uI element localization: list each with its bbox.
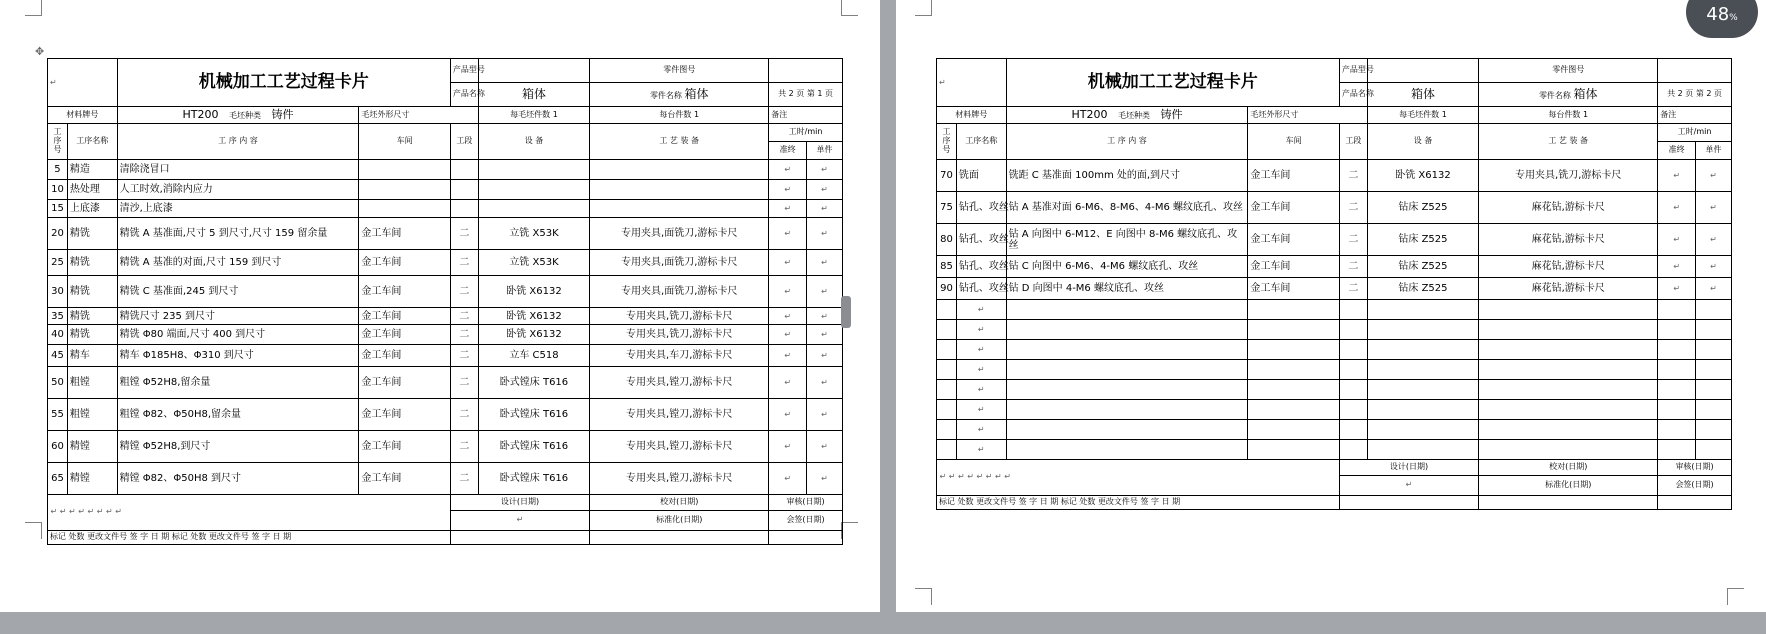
step-content[interactable]: 钻 C 向图中 6-M6、4-M6 螺纹底孔、攻丝 bbox=[1006, 256, 1248, 278]
table-row: 30 精铣 精铣 C 基准面,245 到尺寸 金工车间 二 卧铣 X6132 专用夹具,面铣刀,游标卡尺 ↵ ↵ bbox=[48, 276, 843, 308]
step-tooling: 专用夹具,铣刀,游标卡尺 bbox=[1479, 160, 1658, 192]
col-section: 工段 bbox=[1339, 124, 1367, 160]
empty-row: ↵ bbox=[937, 440, 1732, 460]
card-title: 机械加工工艺过程卡片 bbox=[117, 59, 450, 107]
material-label: 材料牌号 bbox=[48, 107, 118, 124]
zoom-unit: % bbox=[1729, 13, 1738, 23]
step-content[interactable]: 精车 Φ185H8、Φ310 到尺寸 bbox=[117, 345, 359, 367]
step-name: 钻孔、攻丝 bbox=[956, 224, 1006, 256]
step-workshop bbox=[359, 200, 451, 218]
col-content: 工 序 内 容 bbox=[1006, 124, 1248, 160]
step-section: 二 bbox=[450, 345, 478, 367]
step-workshop: 金工车间 bbox=[1248, 192, 1340, 224]
per-unit-label: 每台件数 bbox=[659, 109, 692, 119]
remarks-label: 备注 bbox=[769, 107, 843, 124]
step-name: 精车 bbox=[67, 345, 117, 367]
table-row: 25 精铣 精铣 A 基准的对面,尺寸 159 到尺寸 金工车间 二 立铣 X53K 专用夹具,面铣刀,游标卡尺 ↵ ↵ bbox=[48, 250, 843, 276]
step-section: 二 bbox=[1339, 278, 1367, 300]
step-equipment bbox=[478, 180, 589, 200]
step-tooling: 专用夹具,镗刀,游标卡尺 bbox=[590, 463, 769, 495]
col-prep: 准终 bbox=[1658, 142, 1696, 160]
step-equipment: 卧式镗床 T616 bbox=[478, 399, 589, 431]
sign-check: 校对(日期) bbox=[590, 495, 769, 511]
col-name: 工序名称 bbox=[67, 124, 117, 160]
product-model-label: 产品型号 bbox=[450, 59, 478, 83]
step-name: 精铣 bbox=[67, 308, 117, 325]
step-section: 二 bbox=[450, 399, 478, 431]
table-move-handle-icon[interactable]: ✥ bbox=[35, 45, 45, 58]
step-equipment: 钻床 Z525 bbox=[1367, 256, 1478, 278]
blank-type: 铸件 bbox=[271, 107, 294, 121]
table-row: 75 钻孔、攻丝 钻 A 基准对面 6-M6、8-M6、4-M6 螺纹底孔、攻丝 金工车间 二 钻床 Z525 麻花钻,游标卡尺 ↵ ↵ bbox=[937, 192, 1732, 224]
blank-size-label: 毛坯外形尺寸 bbox=[359, 107, 478, 124]
step-name: 钻孔、攻丝 bbox=[956, 278, 1006, 300]
step-content[interactable]: 精铣 A 基准面,尺寸 5 到尺寸,尺寸 159 留余量 bbox=[117, 218, 359, 250]
step-name: 粗镗 bbox=[67, 367, 117, 399]
step-no: 65 bbox=[48, 463, 68, 495]
step-section bbox=[450, 200, 478, 218]
card-title: 机械加工工艺过程卡片 bbox=[1006, 59, 1339, 107]
table-row: 20 精铣 精铣 A 基准面,尺寸 5 到尺寸,尺寸 159 留余量 金工车间 二 立铣 X53K 专用夹具,面铣刀,游标卡尺 ↵ ↵ bbox=[48, 218, 843, 250]
step-no: 15 bbox=[48, 200, 68, 218]
step-equipment: 钻床 Z525 bbox=[1367, 192, 1478, 224]
step-equipment: 钻床 Z525 bbox=[1367, 224, 1478, 256]
step-no: 55 bbox=[48, 399, 68, 431]
step-tooling: 专用夹具,车刀,游标卡尺 bbox=[590, 345, 769, 367]
table-row: 35 精铣 精铣尺寸 235 到尺寸 金工车间 二 卧铣 X6132 专用夹具,铣刀,游标卡尺 ↵ ↵ bbox=[48, 308, 843, 325]
step-no: 85 bbox=[937, 256, 957, 278]
table-row: 45 精车 精车 Φ185H8、Φ310 到尺寸 金工车间 二 立车 C518 专用夹具,车刀,游标卡尺 ↵ ↵ bbox=[48, 345, 843, 367]
col-time: 工时/min bbox=[1658, 124, 1732, 142]
step-tooling: 专用夹具,镗刀,游标卡尺 bbox=[590, 431, 769, 463]
step-content[interactable]: 粗镗 Φ52H8,留余量 bbox=[117, 367, 359, 399]
process-card-table: ↵ 机械加工工艺过程卡片 产品型号 零件图号 产品名称 箱体 零件名称 箱体 共 2 页 第 1 页 材料牌号 HT200 毛坯种类 铸件 毛坯外形尺寸 每毛坯件数 1 每台件数 1 备注 工序号 工序名称 工 序 内 容 车间 工段 设 备 工 艺 装 备 工时/min 准终 单件 5 精造 清除浇冒口 ↵ ↵ 10 热处理 人工时效,消除内应力 ↵ ↵ 15 上底漆 清沙,上底漆 ↵ ↵ 20 精铣 精铣 A 基准面,尺寸 5 到尺寸,尺寸 159 留余量 金工车间 二 立铣 X53K 专用夹具,面铣刀,游标卡尺 ↵ ↵ 25 精铣 精铣 A 基准的对面,尺寸 159 到尺寸 金工车间 二 立铣 X53K 专用夹具,面铣刀,游标卡尺 ↵ ↵ 30 精铣 精铣 C 基准面,245 到尺寸 金工车间 二 卧铣 X6132 专用夹具,面铣刀,游标卡尺 ↵ ↵ 35 精铣 精铣尺寸 235 到尺寸 金工车间 二 卧铣 X6132 专用夹具,铣刀,游标卡尺 ↵ ↵ 40 精铣 精铣 Φ80 端面,尺寸 400 到尺寸 金工车间 二 卧铣 X6132 专用夹具,铣刀,游标卡尺 ↵ ↵ 45 精车 精车 Φ185H8、Φ310 到尺寸 金工车间 二 立车 C518 专用夹具,车刀,游标卡尺 ↵ ↵ 50 粗镗 粗镗 Φ52H8,留余量 金工车间 二 卧式镗床 T616 专用夹具,镗刀,游标卡尺 ↵ ↵ 55 粗镗 粗镗 Φ82、Φ50H8,留余量 金工车间 二 卧式镗床 T616 专用夹具,镗刀,游标卡尺 ↵ ↵ 60 精镗 精镗 Φ52H8,到尺寸 金工车间 二 卧式镗床 T616 专用夹具,镗刀,游标卡尺 ↵ ↵ 65 精镗 精镗 Φ82、Φ50H8 到尺寸 金工车间 二 卧式镗床 T616 专用夹具,镗刀,游标卡尺 ↵ ↵ ↵ ↵ ↵ ↵ ↵ ↵ ↵ ↵ 设计(日期) 校对(日期) 审核(日期) ↵ 标准化(日期) 会签(日期) 标记 处数 更改文件号 签 字 日 期 标记 处数 更改文件号 签 字 日 期 bbox=[47, 58, 843, 545]
step-workshop: 金工车间 bbox=[1248, 160, 1340, 192]
step-section: 二 bbox=[450, 218, 478, 250]
step-equipment: 立铣 X53K bbox=[478, 218, 589, 250]
col-prep: 准终 bbox=[769, 142, 807, 160]
step-tooling: 专用夹具,铣刀,游标卡尺 bbox=[590, 325, 769, 345]
step-equipment: 卧铣 X6132 bbox=[478, 276, 589, 308]
step-content[interactable]: 精铣 Φ80 端面,尺寸 400 到尺寸 bbox=[117, 325, 359, 345]
crop-mark bbox=[841, 0, 858, 16]
col-name: 工序名称 bbox=[956, 124, 1006, 160]
product-name: 箱体 bbox=[478, 83, 589, 107]
step-section: 二 bbox=[1339, 224, 1367, 256]
step-workshop: 金工车间 bbox=[1248, 278, 1340, 300]
step-name: 钻孔、攻丝 bbox=[956, 256, 1006, 278]
step-tooling: 专用夹具,面铣刀,游标卡尺 bbox=[590, 276, 769, 308]
col-workshop: 车间 bbox=[1248, 124, 1340, 160]
page-resize-handle[interactable] bbox=[841, 296, 851, 328]
step-equipment: 立铣 X53K bbox=[478, 250, 589, 276]
step-section: 二 bbox=[450, 463, 478, 495]
per-blank: 1 bbox=[552, 109, 558, 119]
step-name: 精铣 bbox=[67, 218, 117, 250]
step-content[interactable]: 精镗 Φ82、Φ50H8 到尺寸 bbox=[117, 463, 359, 495]
step-tooling: 专用夹具,镗刀,游标卡尺 bbox=[590, 399, 769, 431]
step-no: 60 bbox=[48, 431, 68, 463]
step-equipment: 卧铣 X6132 bbox=[478, 308, 589, 325]
part-drawing-label: 零件图号 bbox=[590, 59, 769, 83]
step-content[interactable]: 清沙,上底漆 bbox=[117, 200, 359, 218]
col-section: 工段 bbox=[450, 124, 478, 160]
step-no: 80 bbox=[937, 224, 957, 256]
step-content[interactable]: 精铣 C 基准面,245 到尺寸 bbox=[117, 276, 359, 308]
table-row: 10 热处理 人工时效,消除内应力 ↵ ↵ bbox=[48, 180, 843, 200]
table-row: 15 上底漆 清沙,上底漆 ↵ ↵ bbox=[48, 200, 843, 218]
sign-review: 审核(日期) bbox=[769, 495, 843, 511]
step-workshop: 金工车间 bbox=[359, 218, 451, 250]
col-no: 工序号 bbox=[48, 124, 68, 160]
part-name-label: 零件名称 bbox=[649, 90, 682, 100]
product-name-label: 产品名称 bbox=[1339, 83, 1367, 107]
per-blank-label: 每毛坯件数 bbox=[1399, 109, 1440, 119]
step-equipment: 卧式镗床 T616 bbox=[478, 463, 589, 495]
material: HT200 bbox=[1071, 107, 1108, 121]
empty-row: ↵ bbox=[937, 420, 1732, 440]
table-row: 90 钻孔、攻丝 钻 D 向图中 4-M6 螺纹底孔、攻丝 金工车间 二 钻床 Z525 麻花钻,游标卡尺 ↵ ↵ bbox=[937, 278, 1732, 300]
step-content[interactable]: 钻 A 向图中 6-M12、E 向图中 8-M6 螺纹底孔、攻丝 bbox=[1006, 224, 1248, 256]
zoom-value: 48 bbox=[1706, 4, 1730, 25]
step-no: 20 bbox=[48, 218, 68, 250]
step-section: 二 bbox=[450, 308, 478, 325]
step-section bbox=[450, 160, 478, 180]
step-name: 精镗 bbox=[67, 463, 117, 495]
per-blank-label: 每毛坯件数 bbox=[510, 109, 551, 119]
remarks-label: 备注 bbox=[1658, 107, 1732, 124]
product-name: 箱体 bbox=[1367, 83, 1478, 107]
part-drawing-label: 零件图号 bbox=[1479, 59, 1658, 83]
step-section bbox=[450, 180, 478, 200]
page-count: 共 2 页 第 2 页 bbox=[1658, 83, 1732, 107]
step-equipment: 立车 C518 bbox=[478, 345, 589, 367]
step-equipment: 卧铣 X6132 bbox=[1367, 160, 1478, 192]
step-name: 粗镗 bbox=[67, 399, 117, 431]
step-no: 35 bbox=[48, 308, 68, 325]
step-workshop bbox=[359, 160, 451, 180]
step-no: 90 bbox=[937, 278, 957, 300]
step-no: 25 bbox=[48, 250, 68, 276]
sign-check: 校对(日期) bbox=[1479, 460, 1658, 476]
step-name: 钻孔、攻丝 bbox=[956, 192, 1006, 224]
step-no: 40 bbox=[48, 325, 68, 345]
col-equipment: 设 备 bbox=[1367, 124, 1478, 160]
step-name: 精造 bbox=[67, 160, 117, 180]
step-equipment: 卧式镗床 T616 bbox=[478, 431, 589, 463]
step-section: 二 bbox=[1339, 160, 1367, 192]
crop-mark bbox=[841, 522, 858, 539]
step-section: 二 bbox=[1339, 256, 1367, 278]
material: HT200 bbox=[182, 107, 219, 121]
step-workshop: 金工车间 bbox=[359, 367, 451, 399]
step-tooling bbox=[590, 180, 769, 200]
table-row: 85 钻孔、攻丝 钻 C 向图中 6-M6、4-M6 螺纹底孔、攻丝 金工车间 二 钻床 Z525 麻花钻,游标卡尺 ↵ ↵ bbox=[937, 256, 1732, 278]
col-content: 工 序 内 容 bbox=[117, 124, 359, 160]
step-workshop: 金工车间 bbox=[1248, 256, 1340, 278]
empty-row: ↵ bbox=[937, 300, 1732, 320]
step-workshop bbox=[359, 180, 451, 200]
step-section: 二 bbox=[1339, 192, 1367, 224]
table-row: 70 铣面 铣距 C 基准面 100mm 处的面,到尺寸 金工车间 二 卧铣 X6132 专用夹具,铣刀,游标卡尺 ↵ ↵ bbox=[937, 160, 1732, 192]
table-row: 5 精造 清除浇冒口 ↵ ↵ bbox=[48, 160, 843, 180]
col-unit: 单件 bbox=[807, 142, 843, 160]
step-content[interactable]: 清除浇冒口 bbox=[117, 160, 359, 180]
col-tooling: 工 艺 装 备 bbox=[590, 124, 769, 160]
crop-mark bbox=[915, 0, 932, 16]
per-unit: 1 bbox=[693, 109, 700, 119]
step-no: 75 bbox=[937, 192, 957, 224]
step-tooling: 麻花钻,游标卡尺 bbox=[1479, 278, 1658, 300]
col-unit: 单件 bbox=[1696, 142, 1732, 160]
step-name: 上底漆 bbox=[67, 200, 117, 218]
step-section: 二 bbox=[450, 325, 478, 345]
process-card-table: ↵ 机械加工工艺过程卡片 产品型号 零件图号 产品名称 箱体 零件名称 箱体 共 2 页 第 2 页 材料牌号 HT200 毛坯种类 铸件 毛坯外形尺寸 每毛坯件数 1 每台件数 1 备注 工序号 工序名称 工 序 内 容 车间 工段 设 备 工 艺 装 备 工时/min 准终 单件 70 铣面 铣距 C 基准面 100mm 处的面,到尺寸 金工车间 二 卧铣 X6132 专用夹具,铣刀,游标卡尺 ↵ ↵ 75 钻孔、攻丝 钻 A 基准对面 6-M6、8-M6、4-M6 螺纹底孔、攻丝 金工车间 二 钻床 Z525 麻花钻,游标卡尺 ↵ ↵ 80 钻孔、攻丝 钻 A 向图中 6-M12、E 向图中 8-M6 螺纹底孔、攻丝 金工车间 二 钻床 Z525 麻花钻,游标卡尺 ↵ ↵ 85 钻孔、攻丝 钻 C 向图中 6-M6、4-M6 螺纹底孔、攻丝 金工车间 二 钻床 Z525 麻花钻,游标卡尺 ↵ ↵ 90 钻孔、攻丝 钻 D 向图中 4-M6 螺纹底孔、攻丝 金工车间 二 钻床 Z525 麻花钻,游标卡尺 ↵ ↵ ↵ ↵ ↵ ↵ ↵ ↵ ↵ ↵ ↵ ↵ ↵ ↵ ↵ ↵ ↵ ↵ 设计(日期) 校对(日期) 审核(日期) ↵ 标准化(日期) 会签(日期) 标记 处数 更改文件号 签 字 日 期 标记 处数 更改文件号 签 字 日 期 bbox=[936, 58, 1732, 510]
sign-standard: 标准化(日期) bbox=[590, 511, 769, 531]
step-no: 30 bbox=[48, 276, 68, 308]
step-content[interactable]: 粗镗 Φ82、Φ50H8,留余量 bbox=[117, 399, 359, 431]
per-unit-label: 每台件数 bbox=[1548, 109, 1581, 119]
table-row: 40 精铣 精铣 Φ80 端面,尺寸 400 到尺寸 金工车间 二 卧铣 X6132 专用夹具,铣刀,游标卡尺 ↵ ↵ bbox=[48, 325, 843, 345]
step-workshop: 金工车间 bbox=[359, 308, 451, 325]
step-equipment: 钻床 Z525 bbox=[1367, 278, 1478, 300]
step-tooling: 麻花钻,游标卡尺 bbox=[1479, 224, 1658, 256]
crop-mark bbox=[1727, 588, 1744, 605]
step-no: 50 bbox=[48, 367, 68, 399]
step-tooling: 专用夹具,镗刀,游标卡尺 bbox=[590, 367, 769, 399]
document-page-2 bbox=[896, 0, 1766, 612]
step-content[interactable]: 精镗 Φ52H8,到尺寸 bbox=[117, 431, 359, 463]
step-workshop: 金工车间 bbox=[359, 431, 451, 463]
col-equipment: 设 备 bbox=[478, 124, 589, 160]
sign-design: 设计(日期) bbox=[450, 495, 589, 511]
step-section: 二 bbox=[450, 250, 478, 276]
step-name: 铣面 bbox=[956, 160, 1006, 192]
revision-labels: 标记 处数 更改文件号 签 字 日 期 标记 处数 更改文件号 签 字 日 期 bbox=[937, 496, 1340, 510]
part-name: 箱体 bbox=[1573, 86, 1598, 101]
step-workshop: 金工车间 bbox=[359, 276, 451, 308]
step-name: 热处理 bbox=[67, 180, 117, 200]
empty-row: ↵ bbox=[937, 340, 1732, 360]
revision-labels: 标记 处数 更改文件号 签 字 日 期 标记 处数 更改文件号 签 字 日 期 bbox=[48, 531, 451, 545]
part-name: 箱体 bbox=[684, 86, 709, 101]
table-row: 80 钻孔、攻丝 钻 A 向图中 6-M12、E 向图中 8-M6 螺纹底孔、攻丝 金工车间 二 钻床 Z525 麻花钻,游标卡尺 ↵ ↵ bbox=[937, 224, 1732, 256]
step-workshop: 金工车间 bbox=[359, 325, 451, 345]
step-no: 5 bbox=[48, 160, 68, 180]
part-name-label: 零件名称 bbox=[1538, 90, 1571, 100]
step-tooling: 专用夹具,铣刀,游标卡尺 bbox=[590, 308, 769, 325]
col-time: 工时/min bbox=[769, 124, 843, 142]
step-name: 精铣 bbox=[67, 250, 117, 276]
step-content[interactable]: 钻 D 向图中 4-M6 螺纹底孔、攻丝 bbox=[1006, 278, 1248, 300]
step-name: 精镗 bbox=[67, 431, 117, 463]
sign-countersign: 会签(日期) bbox=[1658, 476, 1732, 496]
step-section: 二 bbox=[450, 367, 478, 399]
sign-design: 设计(日期) bbox=[1339, 460, 1478, 476]
step-workshop: 金工车间 bbox=[359, 463, 451, 495]
step-no: 45 bbox=[48, 345, 68, 367]
step-tooling bbox=[590, 160, 769, 180]
step-tooling: 麻花钻,游标卡尺 bbox=[1479, 256, 1658, 278]
step-workshop: 金工车间 bbox=[359, 250, 451, 276]
material-label: 材料牌号 bbox=[937, 107, 1007, 124]
document-page-1 bbox=[0, 0, 880, 612]
step-section: 二 bbox=[450, 431, 478, 463]
step-section: 二 bbox=[450, 276, 478, 308]
table-row: 60 精镗 精镗 Φ52H8,到尺寸 金工车间 二 卧式镗床 T616 专用夹具,镗刀,游标卡尺 ↵ ↵ bbox=[48, 431, 843, 463]
empty-row: ↵ bbox=[937, 360, 1732, 380]
page-count: 共 2 页 第 1 页 bbox=[769, 83, 843, 107]
step-workshop: 金工车间 bbox=[1248, 224, 1340, 256]
table-row: 55 粗镗 粗镗 Φ82、Φ50H8,留余量 金工车间 二 卧式镗床 T616 专用夹具,镗刀,游标卡尺 ↵ ↵ bbox=[48, 399, 843, 431]
empty-row: ↵ bbox=[937, 320, 1732, 340]
step-tooling: 麻花钻,游标卡尺 bbox=[1479, 192, 1658, 224]
blank-type-label: 毛坯种类 bbox=[1117, 110, 1150, 120]
empty-row: ↵ bbox=[937, 400, 1732, 420]
step-name: 精铣 bbox=[67, 276, 117, 308]
step-equipment: 卧式镗床 T616 bbox=[478, 367, 589, 399]
per-blank: 1 bbox=[1441, 109, 1447, 119]
product-model-label: 产品型号 bbox=[1339, 59, 1367, 83]
step-tooling bbox=[590, 200, 769, 218]
step-tooling: 专用夹具,面铣刀,游标卡尺 bbox=[590, 218, 769, 250]
blank-size-label: 毛坯外形尺寸 bbox=[1248, 107, 1367, 124]
step-equipment: 卧铣 X6132 bbox=[478, 325, 589, 345]
step-tooling: 专用夹具,面铣刀,游标卡尺 bbox=[590, 250, 769, 276]
crop-mark bbox=[915, 588, 932, 605]
empty-row: ↵ bbox=[937, 380, 1732, 400]
blank-type: 铸件 bbox=[1160, 107, 1183, 121]
step-no: 10 bbox=[48, 180, 68, 200]
per-unit: 1 bbox=[1582, 109, 1589, 119]
zoom-indicator[interactable] bbox=[1686, 0, 1758, 38]
col-workshop: 车间 bbox=[359, 124, 451, 160]
step-equipment bbox=[478, 200, 589, 218]
step-workshop: 金工车间 bbox=[359, 399, 451, 431]
product-name-label: 产品名称 bbox=[450, 83, 478, 107]
step-content[interactable]: 钻 A 基准对面 6-M6、8-M6、4-M6 螺纹底孔、攻丝 bbox=[1006, 192, 1248, 224]
sign-standard: 标准化(日期) bbox=[1479, 476, 1658, 496]
blank-type-label: 毛坯种类 bbox=[228, 110, 261, 120]
crop-mark bbox=[25, 0, 42, 16]
sign-countersign: 会签(日期) bbox=[769, 511, 843, 531]
col-no: 工序号 bbox=[937, 124, 957, 160]
step-name: 精铣 bbox=[67, 325, 117, 345]
col-tooling: 工 艺 装 备 bbox=[1479, 124, 1658, 160]
step-content[interactable]: 精铣尺寸 235 到尺寸 bbox=[117, 308, 359, 325]
sign-review: 审核(日期) bbox=[1658, 460, 1732, 476]
step-content[interactable]: 人工时效,消除内应力 bbox=[117, 180, 359, 200]
table-row: 50 粗镗 粗镗 Φ52H8,留余量 金工车间 二 卧式镗床 T616 专用夹具,镗刀,游标卡尺 ↵ ↵ bbox=[48, 367, 843, 399]
step-content[interactable]: 铣距 C 基准面 100mm 处的面,到尺寸 bbox=[1006, 160, 1248, 192]
step-no: 70 bbox=[937, 160, 957, 192]
step-workshop: 金工车间 bbox=[359, 345, 451, 367]
step-content[interactable]: 精铣 A 基准的对面,尺寸 159 到尺寸 bbox=[117, 250, 359, 276]
step-equipment bbox=[478, 160, 589, 180]
crop-mark bbox=[25, 522, 42, 539]
table-row: 65 精镗 精镗 Φ82、Φ50H8 到尺寸 金工车间 二 卧式镗床 T616 专用夹具,镗刀,游标卡尺 ↵ ↵ bbox=[48, 463, 843, 495]
